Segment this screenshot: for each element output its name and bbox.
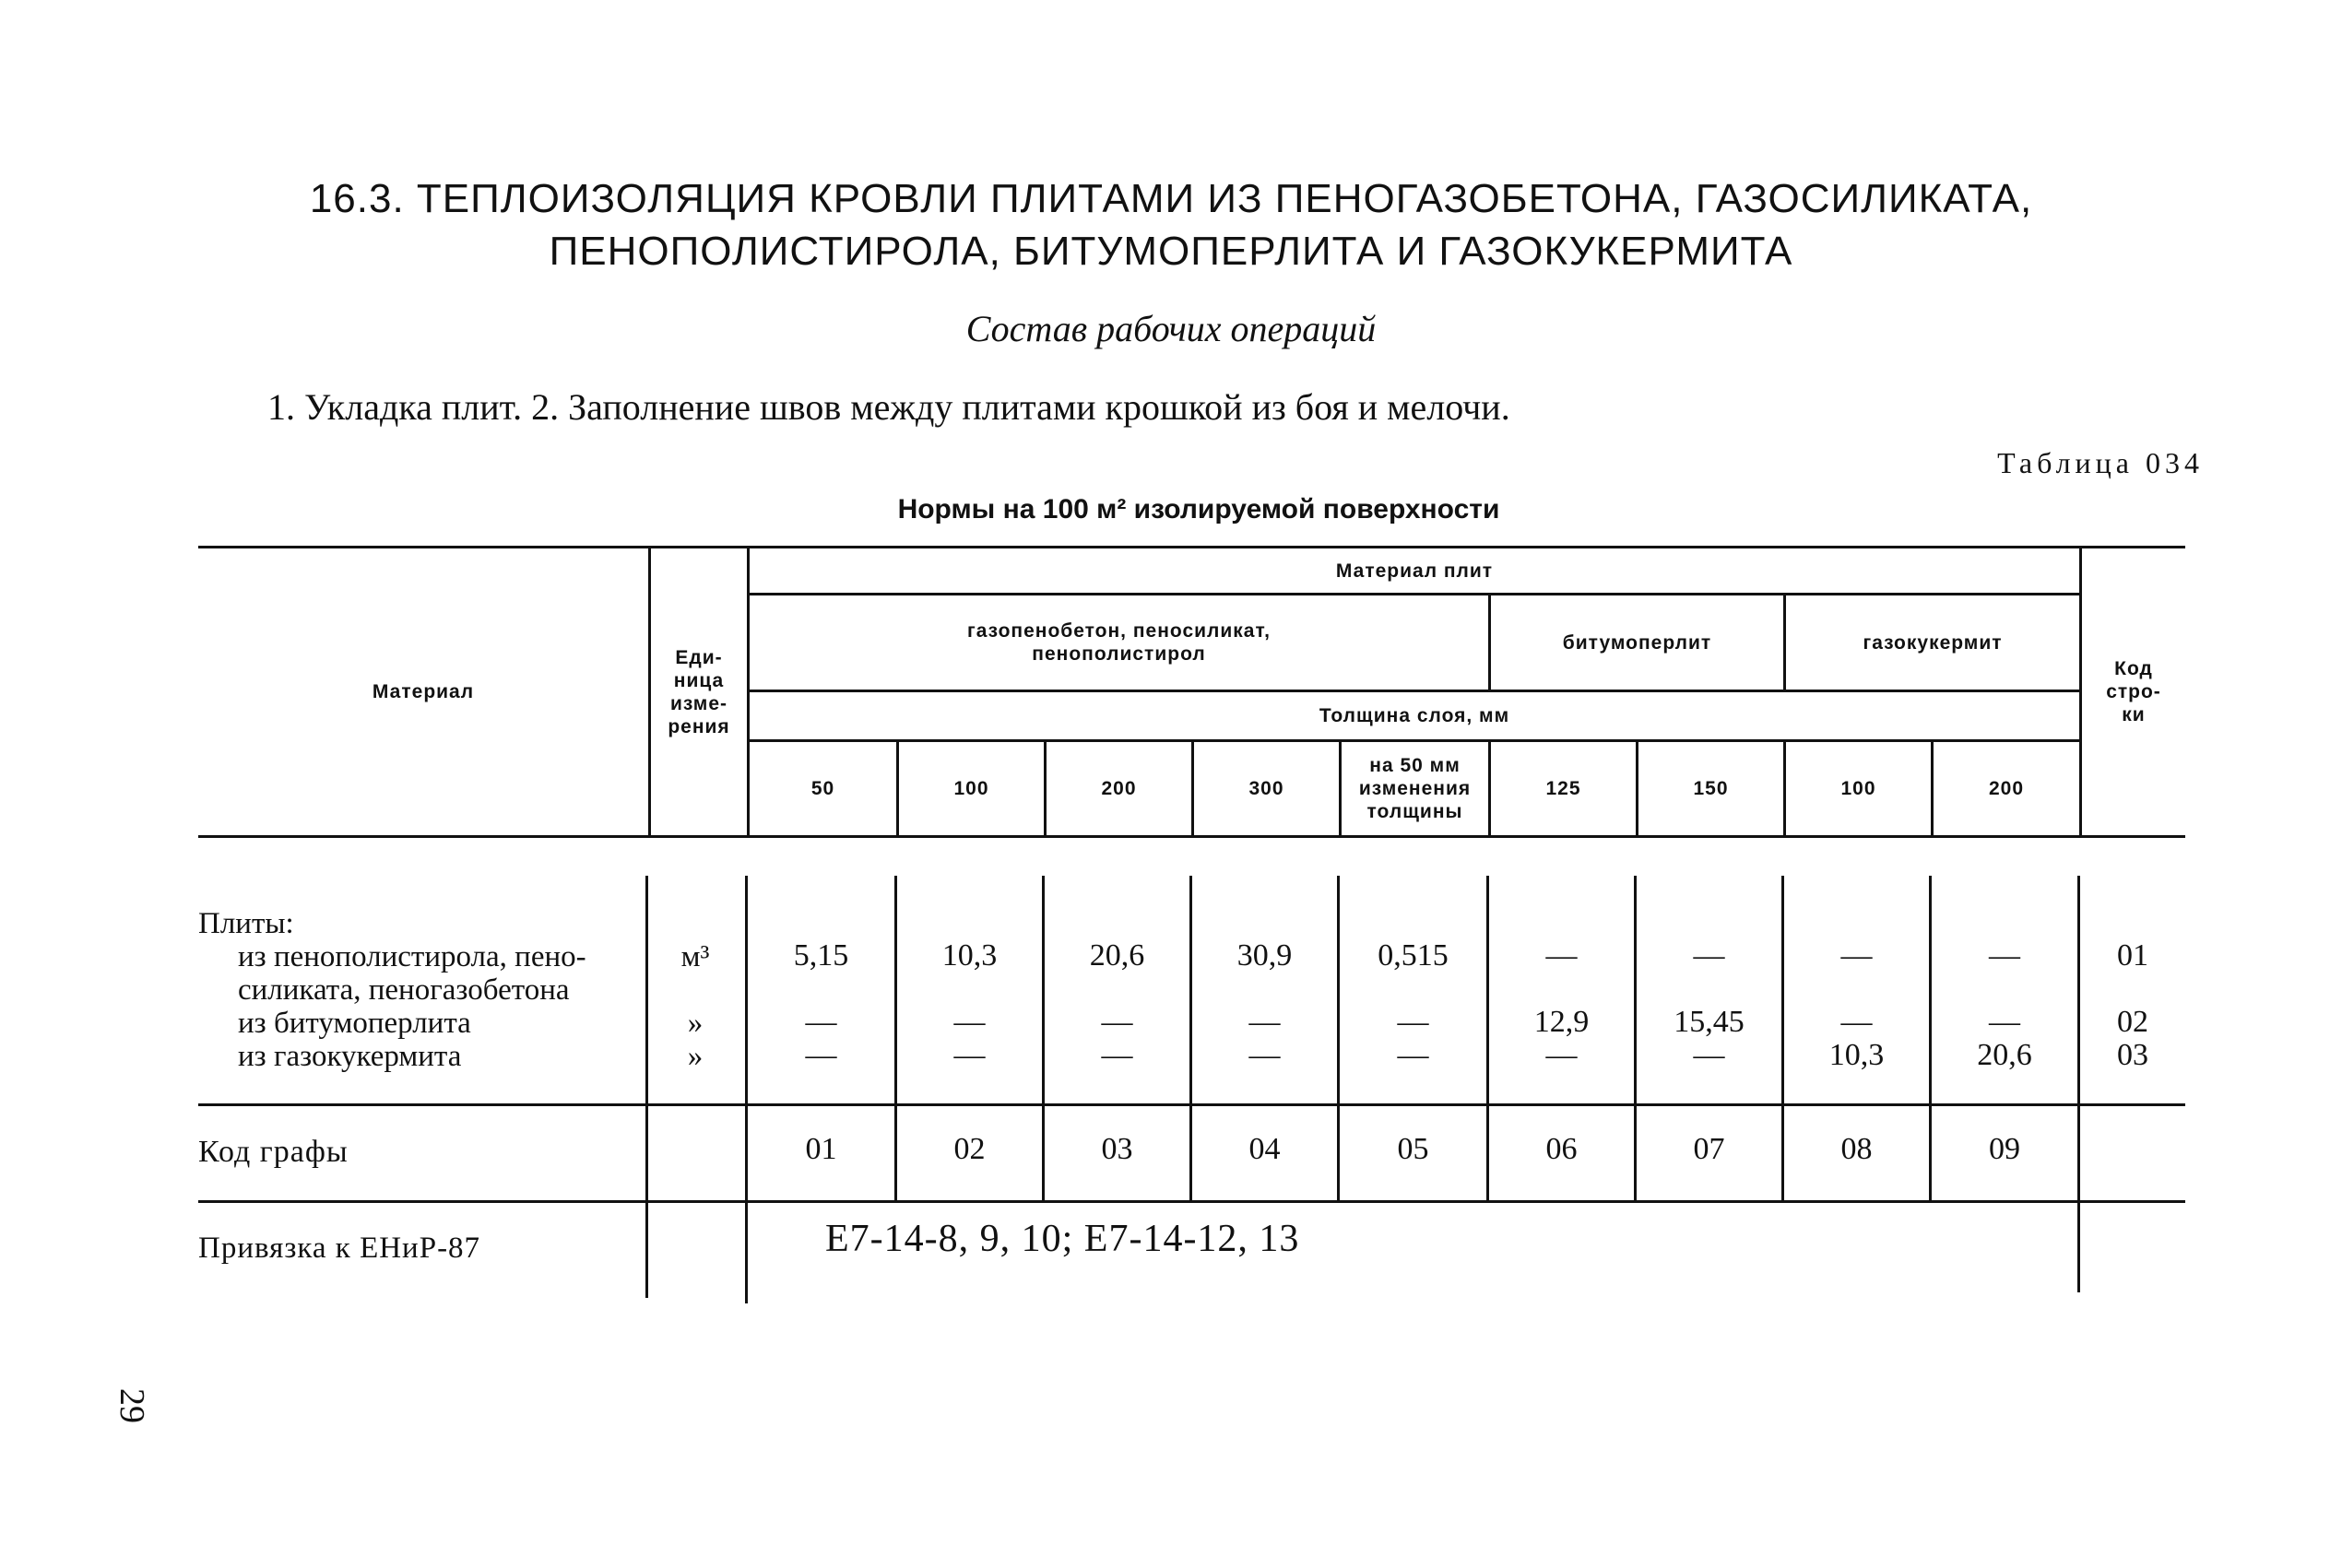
r2-cell: 15,45 (1674, 1005, 1745, 1039)
norms-caption: Нормы на 100 м² изолируемой поверхности (897, 494, 1500, 525)
row2-unit: » (687, 1007, 704, 1040)
r3-cell: — (1248, 1038, 1281, 1072)
header-unit: Еди- ница изме- рения (668, 646, 730, 737)
r1-code: 01 (2117, 938, 2148, 973)
row2-label: из битумоперлита (238, 1007, 471, 1040)
body-vline (645, 876, 648, 1298)
header-col-7: 150 (1693, 778, 1729, 799)
header-col-5: на 50 мм изменения толщины (1358, 755, 1472, 822)
row1-unit: м³ (680, 940, 710, 973)
r3-cell: 10,3 (1828, 1038, 1885, 1072)
operations-text: 1. Укладка плит. 2. Заполнение швов между плитами крошкой из боя и мелочи. (267, 386, 1510, 428)
header-col-4: 300 (1248, 778, 1284, 799)
header-group-3: газокукермит (1863, 631, 2003, 654)
column-code: 06 (1545, 1132, 1578, 1166)
r1-cell: 30,9 (1236, 938, 1293, 973)
r2-cell: — (1840, 1005, 1873, 1039)
column-code: 05 (1397, 1132, 1429, 1166)
r2-cell: — (1248, 1005, 1281, 1039)
r2-cell: — (953, 1005, 986, 1039)
header-group-1: газопенобетон, пеносиликат, пенополистирол (966, 620, 1272, 665)
r3-cell: — (953, 1038, 986, 1072)
header-bottom-rule (198, 835, 2185, 838)
codes-bottom-rule (198, 1200, 2185, 1203)
r2-cell: 12,9 (1533, 1005, 1590, 1039)
r2-cell: — (1397, 1005, 1429, 1039)
r3-cell: — (1101, 1038, 1133, 1072)
header-col-9: 200 (1988, 778, 2025, 799)
column-code: 08 (1840, 1132, 1873, 1166)
r1-cell: 20,6 (1089, 938, 1145, 973)
row1-label-b: силиката, пеногазобетона (238, 973, 570, 1007)
header-row-code: Код стро- ки (2106, 658, 2161, 725)
row3-label: из газокукермита (238, 1040, 462, 1073)
header-group-2: битумоперлит (1562, 631, 1712, 654)
r3-cell: 20,6 (1977, 1038, 2032, 1072)
r1-cell: 5,15 (793, 938, 849, 973)
r3-cell: — (1545, 1038, 1578, 1072)
column-code: 03 (1101, 1132, 1133, 1166)
section-title-line2: ПЕНОПОЛИСТИРОЛА, БИТУМОПЕРЛИТА И ГАЗОКУКЕРМИТА (549, 229, 1793, 274)
plates-label: Плиты: (198, 907, 294, 940)
r2-cell: — (1989, 1005, 2020, 1039)
column-codes-label: Код графы (198, 1135, 349, 1169)
header-col-6: 125 (1545, 778, 1581, 799)
r1-cell: — (1989, 938, 2020, 973)
section-title-line1: 16.3. ТЕПЛОИЗОЛЯЦИЯ КРОВЛИ ПЛИТАМИ ИЗ ПЕНОГАЗОБЕТОНА, ГАЗОСИЛИКАТА, (309, 176, 2033, 221)
header-col-8: 100 (1840, 778, 1876, 799)
header-col-1: 50 (810, 778, 835, 799)
r1-cell: 0,515 (1378, 938, 1449, 973)
r3-code: 03 (2117, 1038, 2148, 1072)
header-col-3: 200 (1101, 778, 1137, 799)
r2-cell: — (1101, 1005, 1133, 1039)
r1-cell: — (1545, 938, 1578, 973)
column-code: 07 (1693, 1132, 1725, 1166)
r2-cell: — (805, 1005, 837, 1039)
page-number: 29 (112, 1388, 151, 1423)
r3-cell: — (1693, 1038, 1725, 1072)
column-code: 02 (953, 1132, 986, 1166)
header-material: Материал (372, 681, 475, 702)
row1-label-a: из пенополистирола, пено- (238, 940, 586, 973)
r3-cell: — (805, 1038, 837, 1072)
reference-value: Е7-14-8, 9, 10; Е7-14-12, 13 (825, 1218, 1300, 1260)
operations-heading: Состав рабочих операций (965, 308, 1377, 349)
r1-cell: 10,3 (941, 938, 998, 973)
header-thickness: Толщина слоя, мм (1319, 705, 1510, 726)
header-plate-material: Материал плит (1335, 560, 1494, 582)
r2-code: 02 (2117, 1005, 2148, 1039)
column-code: 04 (1248, 1132, 1281, 1166)
column-code: 01 (805, 1132, 837, 1166)
column-code: 09 (1989, 1132, 2020, 1166)
r1-cell: — (1840, 938, 1873, 973)
reference-label: Привязка к ЕНиР-87 (198, 1232, 481, 1265)
row3-unit: » (687, 1040, 704, 1073)
table-number: Таблица 034 (1997, 446, 2204, 479)
r1-cell: — (1693, 938, 1725, 973)
header-col-2: 100 (953, 778, 989, 799)
r3-cell: — (1397, 1038, 1429, 1072)
